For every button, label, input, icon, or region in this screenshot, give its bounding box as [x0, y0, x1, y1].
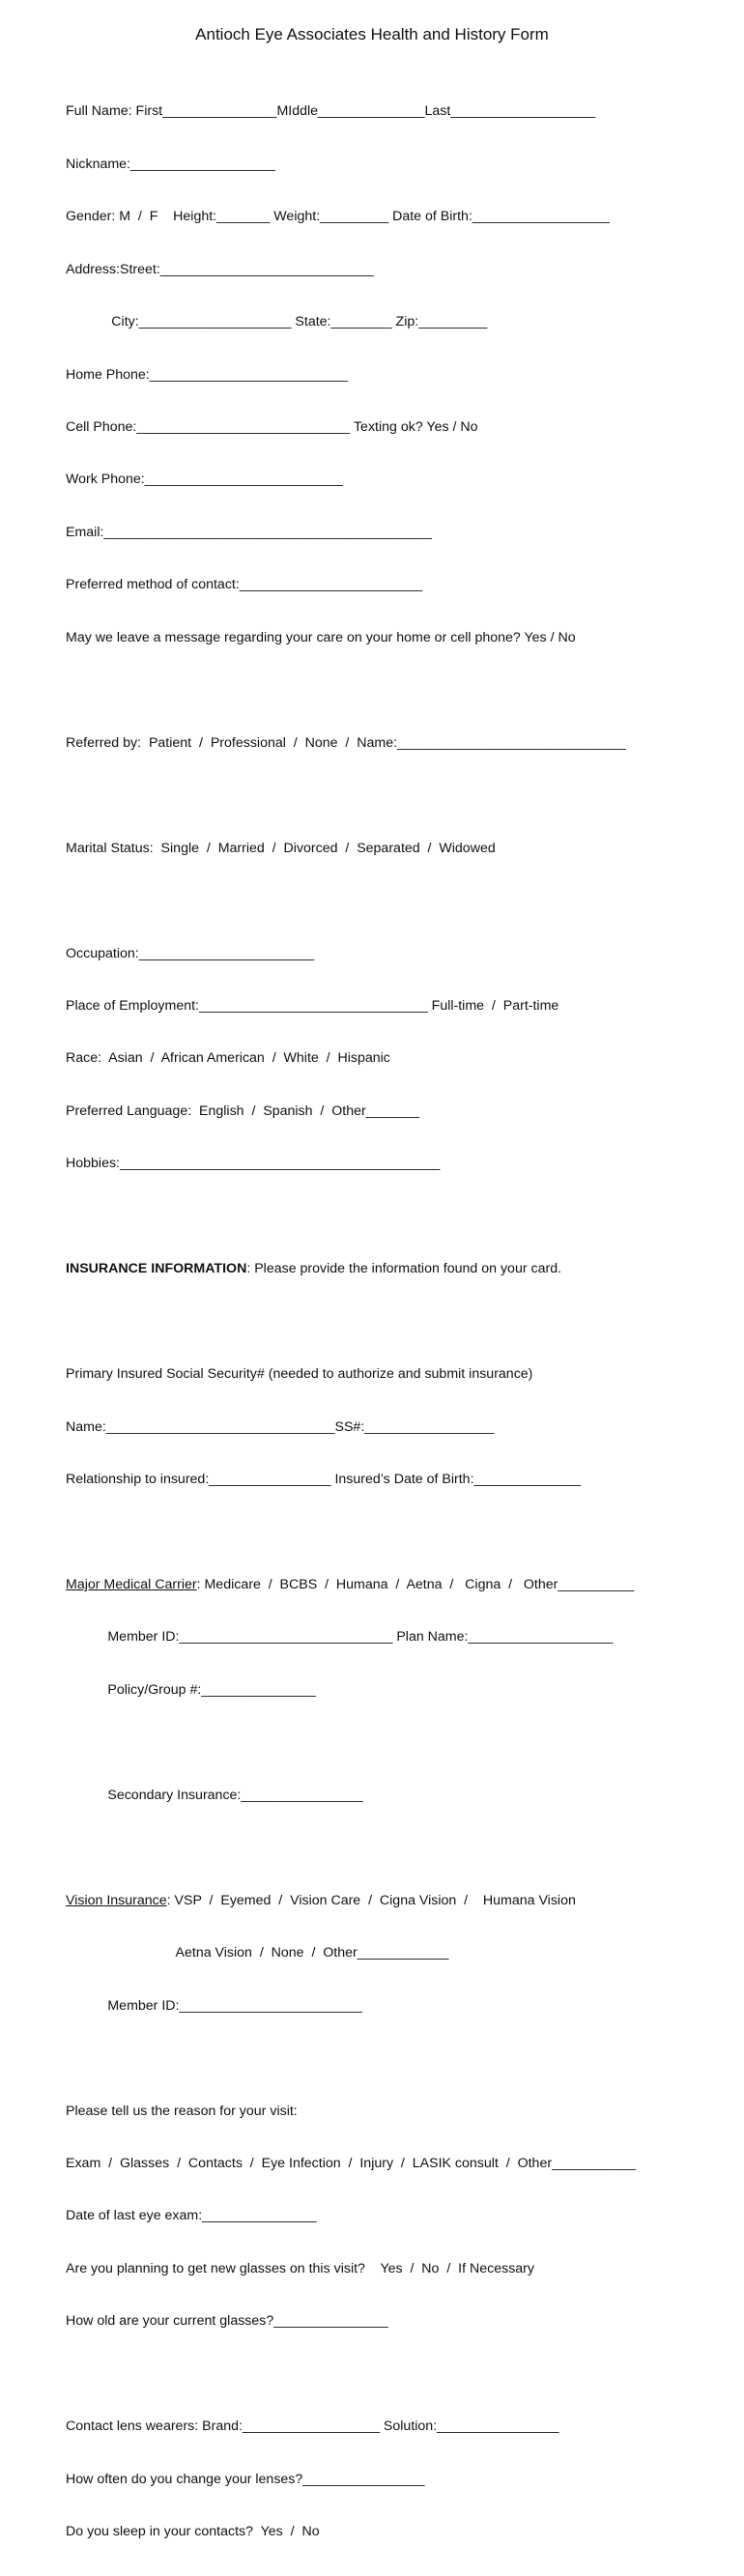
insured-name-ssn-line: Name:______________________________SS#:_________________ [66, 1418, 495, 1435]
contact-brand-line: Contact lens wearers: Brand:__________________ Solution:________________ [66, 2419, 559, 2435]
leave-message-line: May we leave a message regarding your care on your home or cell phone? Yes / No [66, 629, 576, 645]
language-line: Preferred Language: English / Spanish / Other_______ [66, 1102, 419, 1119]
sleep-contacts-line: Do you sleep in your contacts? Yes / No [66, 2524, 320, 2540]
hobbies-line: Hobbies:__________________________________________ [66, 1156, 441, 1172]
form-title: Antioch Eye Associates Health and History Form [195, 25, 549, 43]
email-line: Email:___________________________________________ [66, 524, 432, 540]
policy-group-line: Policy/Group #:_______________ [66, 1681, 316, 1698]
new-glasses-line: Are you planning to get new glasses on this visit? Yes / No / If Necessary [66, 2260, 534, 2276]
member-id-plan-line: Member ID:____________________________ Plan Name:___________________ [66, 1629, 614, 1646]
vision-insurance-options: : VSP / Eyemed / Vision Care / Cigna Vision / Humana Vision [166, 1892, 576, 1908]
marital-status-line: Marital Status: Single / Married / Divorced / Separated / Widowed [66, 840, 496, 856]
occupation-line: Occupation:_______________________ [66, 945, 315, 961]
visit-reason-prompt: Please tell us the reason for your visit: [66, 2103, 298, 2119]
glasses-age-line: How old are your current glasses?_______________ [66, 2313, 388, 2330]
vision-member-id-line: Member ID:________________________ [66, 1997, 362, 2014]
major-medical-line [66, 1576, 732, 1593]
form-body [66, 68, 732, 2576]
last-eye-exam-line: Date of last eye exam:_______________ [66, 2208, 317, 2224]
insurance-heading: INSURANCE INFORMATION [66, 1261, 247, 1277]
work-phone-line: Work Phone:__________________________ [66, 472, 343, 488]
insurance-instructions: : Please provide the information found on your card. [246, 1261, 562, 1277]
home-phone-line: Home Phone:__________________________ [66, 366, 348, 383]
employment-line: Place of Employment:______________________________ Full-time / Part-time [66, 998, 559, 1015]
referred-by-line: Referred by: Patient / Professional / None / Name:______________________________ [66, 734, 626, 751]
lens-change-line: How often do you change your lenses?________________ [66, 2471, 425, 2487]
full-name-line: Full Name: First_______________MIddle______________Last___________________ [66, 103, 596, 120]
relationship-line: Relationship to insured:________________ Insured’s Date of Birth:______________ [66, 1472, 581, 1488]
primary-insured-line: Primary Insured Social Security# (needed to authorize and submit insurance) [66, 1366, 533, 1383]
vision-insurance-line [66, 1892, 732, 1909]
address-street-line: Address:Street:____________________________ [66, 261, 374, 277]
city-state-zip-line: City:____________________ State:________ Zip:_________ [66, 314, 488, 330]
race-line: Race: Asian / African American / White / Hispanic [66, 1050, 390, 1067]
gender-height-weight-dob-line: Gender: M / F Height:_______ Weight:_________ Date of Birth:__________________ [66, 209, 610, 225]
insurance-info-line [66, 1260, 732, 1277]
nickname-line: Nickname:___________________ [66, 156, 275, 172]
visit-reason-options: Exam / Glasses / Contacts / Eye Infection / Injury / LASIK consult / Other___________ [66, 2155, 636, 2171]
preferred-contact-line: Preferred method of contact:________________________ [66, 577, 423, 593]
cell-phone-line: Cell Phone:____________________________ Texting ok? Yes / No [66, 419, 478, 436]
secondary-insurance-line: Secondary Insurance:________________ [66, 1787, 363, 1803]
major-medical-label: Major Medical Carrier [66, 1577, 197, 1592]
vision-insurance-label: Vision Insurance [66, 1892, 167, 1908]
major-medical-options: : Medicare / BCBS / Humana / Aetna / Cigna / Other__________ [196, 1577, 635, 1592]
vision-insurance-options-2: Aetna Vision / None / Other____________ [66, 1945, 449, 1961]
